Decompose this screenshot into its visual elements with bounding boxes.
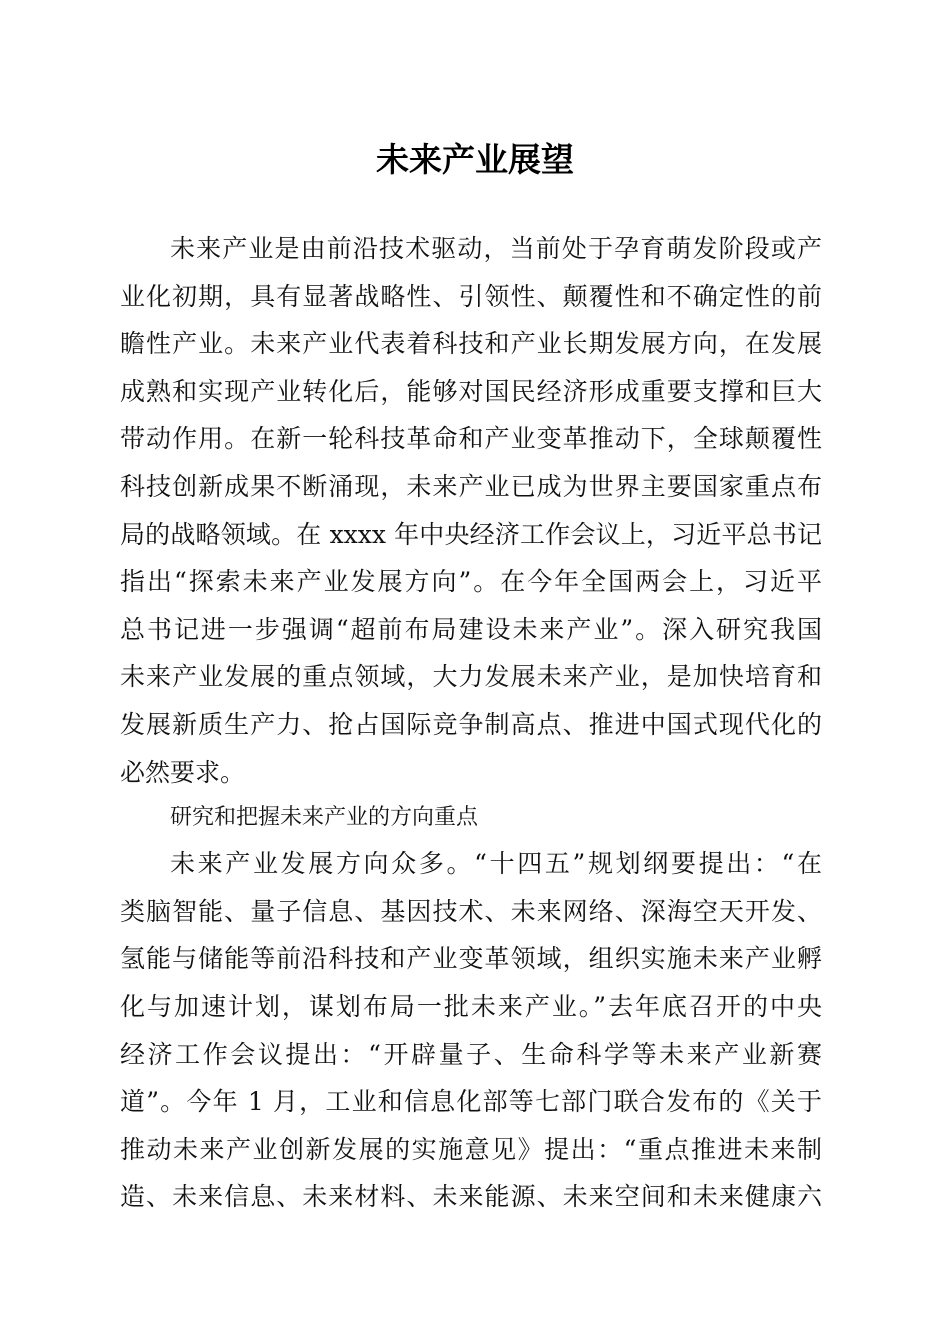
paragraph-2-line: 未来产业发展方向众多。“十四五”规划纲要提出：“在 xyxy=(170,849,822,878)
paragraph-1-line: 科技创新成果不断涌现，未来产业已成为世界主要国家重点布 xyxy=(120,472,822,501)
paragraph-1-line: 未来产业发展的重点领域，大力发展未来产业，是加快培育和 xyxy=(120,662,822,691)
paragraph-2-line: 类脑智能、量子信息、基因技术、未来网络、深海空天开发、 xyxy=(120,897,822,926)
paragraph-1-line: 指出“探索未来产业发展方向”。在今年全国两会上，习近平 xyxy=(120,567,822,596)
paragraph-2-line: 道”。今年 1 月，工业和信息化部等七部门联合发布的《关于 xyxy=(120,1087,822,1116)
paragraph-2-line: 化与加速计划，谋划布局一批未来产业。”去年底召开的中央 xyxy=(120,992,822,1021)
paragraph-1-line: 必然要求。 xyxy=(120,758,246,787)
paragraph-2-line: 推动未来产业创新发展的实施意见》提出：“重点推进未来制 xyxy=(120,1135,822,1164)
document-title: 未来产业展望 xyxy=(376,140,574,179)
paragraph-1-line: 局的战略领域。在 xxxx 年中央经济工作会议上，习近平总书记 xyxy=(120,520,822,549)
paragraph-2-line: 造、未来信息、未来材料、未来能源、未来空间和未来健康六 xyxy=(120,1182,822,1211)
paragraph-2-line: 氢能与储能等前沿科技和产业变革领域，组织实施未来产业孵 xyxy=(120,944,822,973)
paragraph-1-line: 业化初期，具有显著战略性、引领性、颠覆性和不确定性的前 xyxy=(120,282,822,311)
paragraph-1-line: 成熟和实现产业转化后，能够对国民经济形成重要支撑和巨大 xyxy=(120,377,822,406)
paragraph-1-line: 瞻性产业。未来产业代表着科技和产业长期发展方向，在发展 xyxy=(120,329,822,358)
paragraph-1-line: 带动作用。在新一轮科技革命和产业变革推动下，全球颠覆性 xyxy=(120,424,822,453)
paragraph-1-line: 发展新质生产力、抢占国际竞争制高点、推进中国式现代化的 xyxy=(120,710,822,739)
paragraph-2-line: 经济工作会议提出：“开辟量子、生命科学等未来产业新赛 xyxy=(120,1040,822,1069)
paragraph-1-line: 总书记进一步强调“超前布局建设未来产业”。深入研究我国 xyxy=(120,615,822,644)
paragraph-1-line: 未来产业是由前沿技术驱动，当前处于孕育萌发阶段或产 xyxy=(170,234,822,263)
section-heading: 研究和把握未来产业的方向重点 xyxy=(170,805,479,830)
